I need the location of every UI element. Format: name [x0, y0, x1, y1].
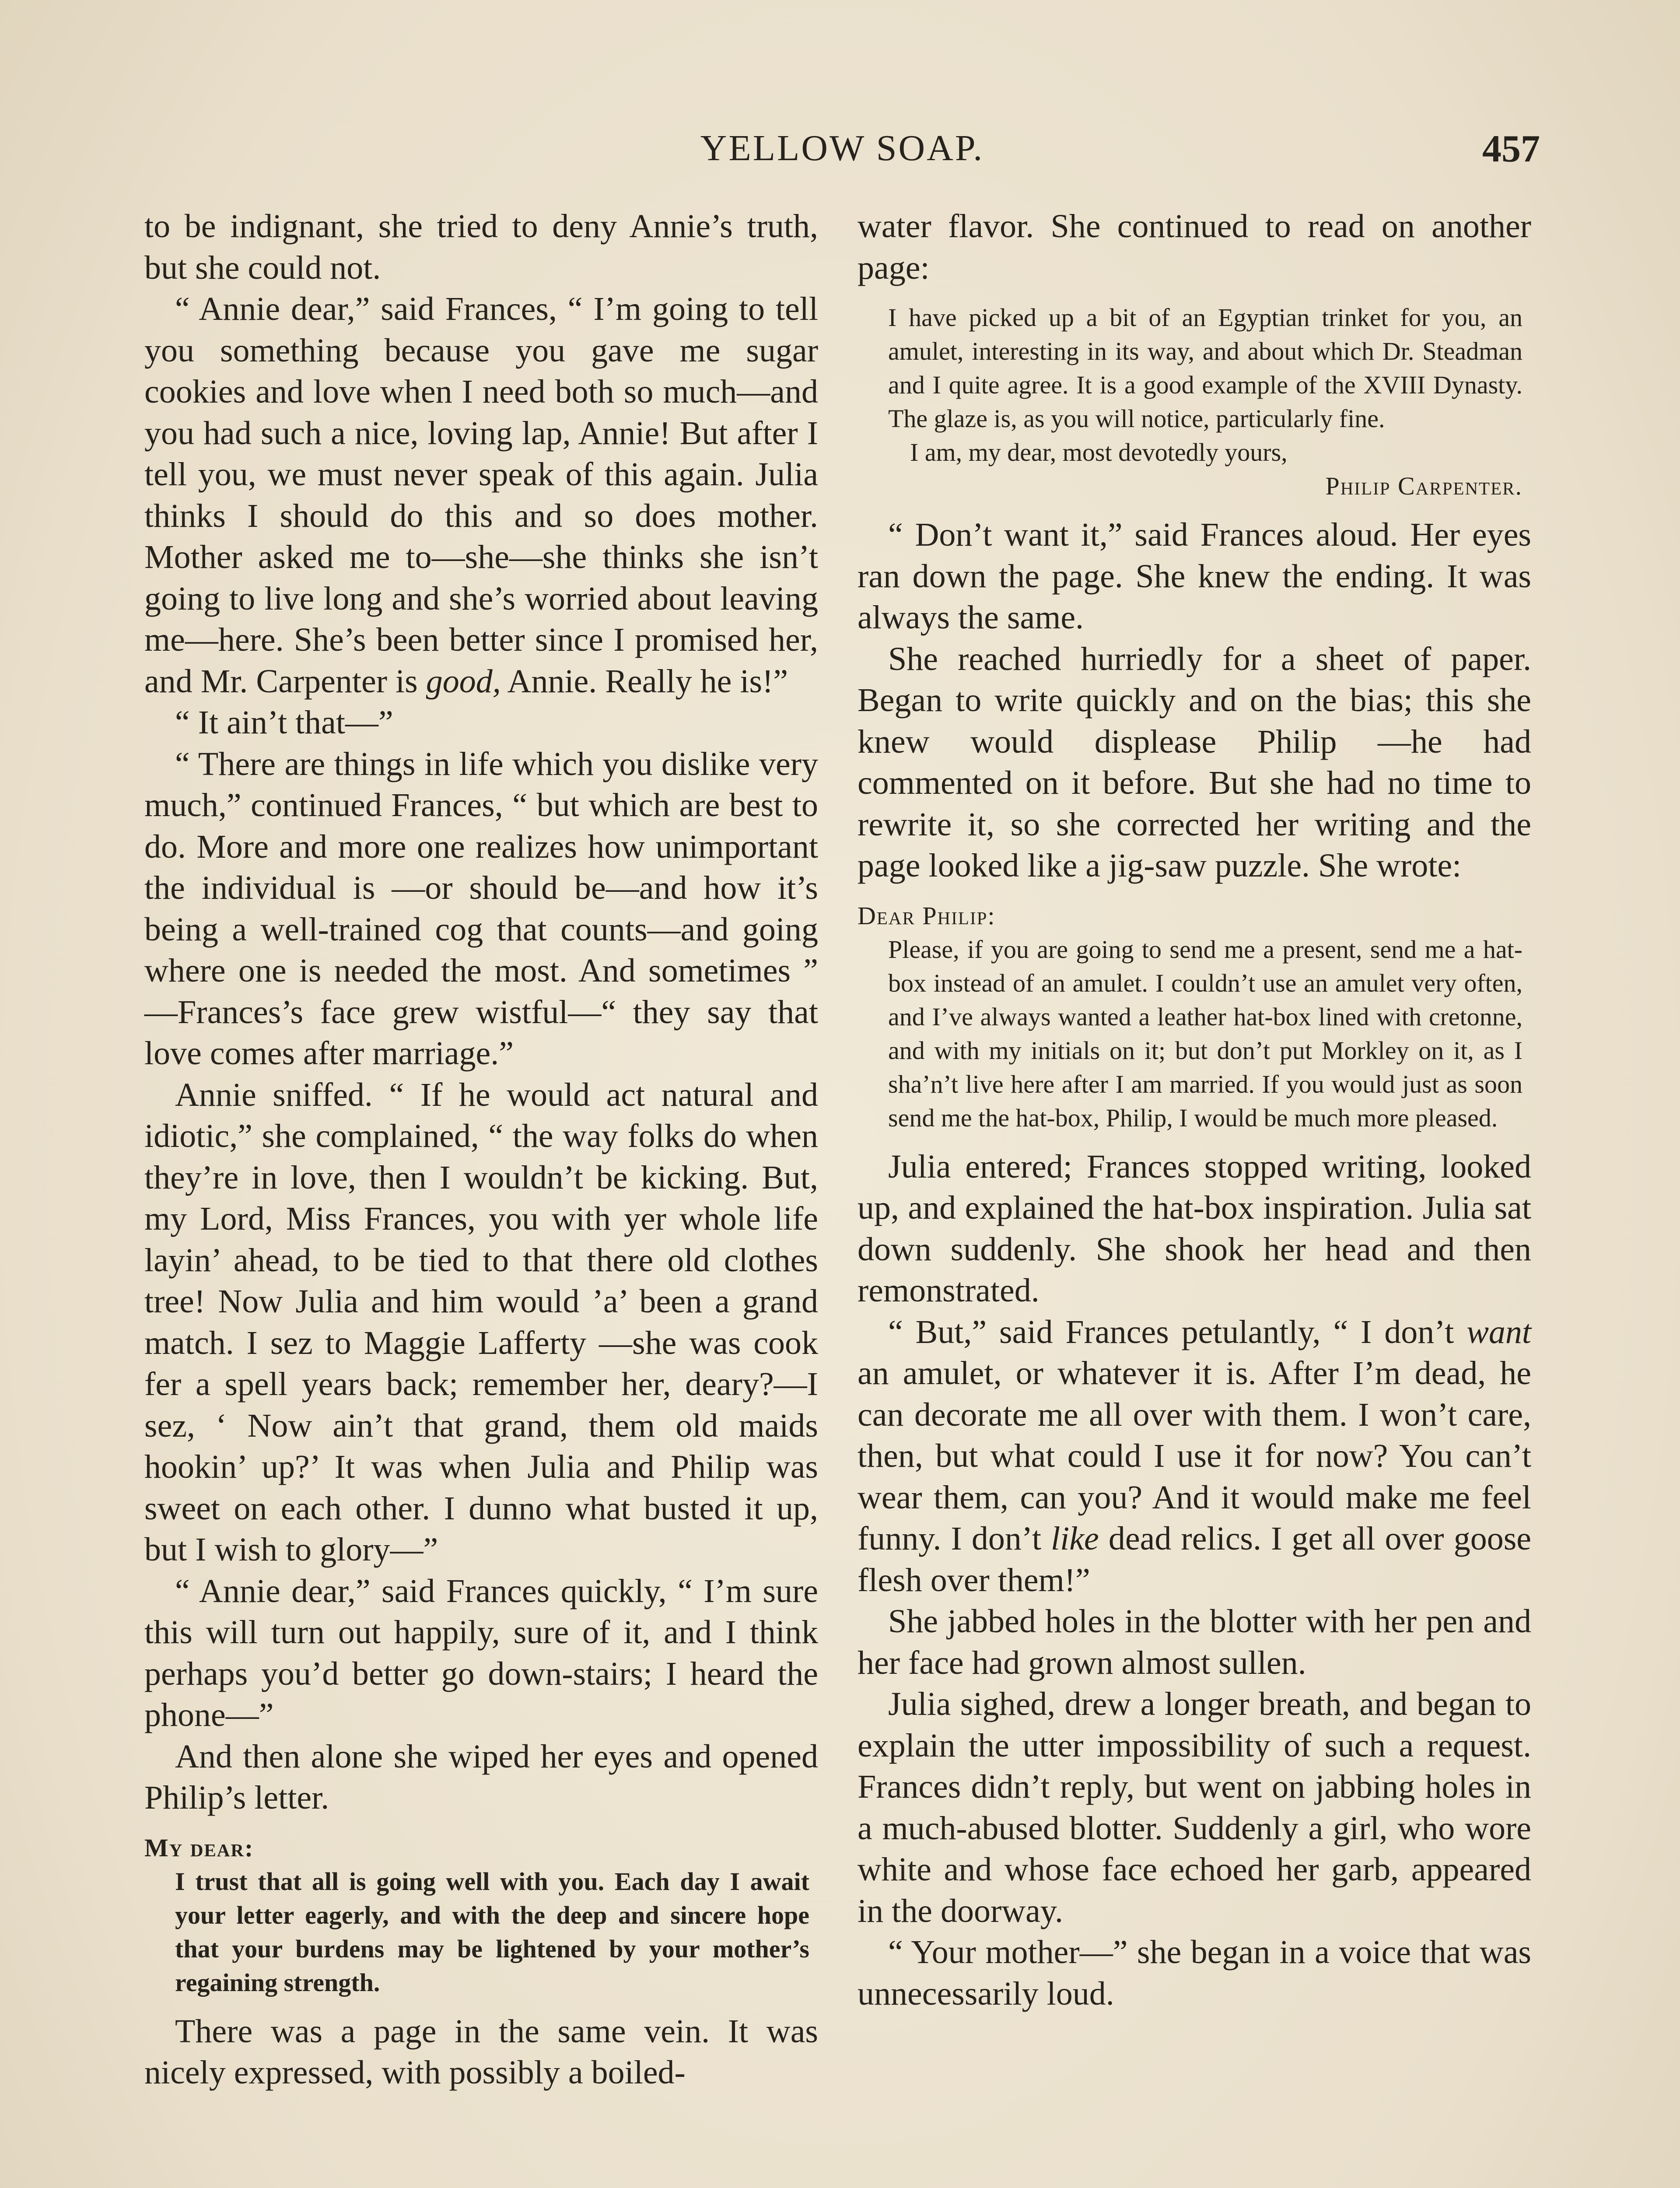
paragraph: Annie sniffed. “ If he would act natural and idiotic,” she complained, “ the way folks do when they’re in love, then I wouldn’t be kicking. But, my Lord, Miss Frances, you with yer whole life layin’ ahead, to be tied to that there old clothes tree! Now Julia and him would ’a’ been a grand match. I sez to Maggie Lafferty —she was cook fer a spell years back; remember her, deary?—I sez, ‘ Now ain’t that grand, them old maids hookin’ up?’ It was when Julia and Philip was sweet on each other. I dunno what busted it up, but I wish to glory—” [144, 1076, 818, 1568]
page-header [144, 127, 1540, 184]
frances-letter [858, 899, 1531, 1135]
letter-salutation: My dear: [144, 1833, 254, 1862]
letter-closing: I am, my dear, most devotedly yours, [910, 438, 1288, 466]
running-title: YELLOW SOAP. [700, 128, 984, 168]
paragraph: “ Annie dear,” said Frances quickly, “ I’m sure this will turn out happily, sure of it, and I think perhaps you’d better go down-stairs; I heard the phone—” [144, 1572, 818, 1733]
philip-letter-page-two [858, 301, 1531, 503]
text-run: an amulet, or whatever it is. After I’m dead, he can decorate me all over with them. I won’t care, then, but what could I use it for now? You can’t wear them, can you? And it would make me feel funny. I don’t [858, 1355, 1531, 1557]
paragraph [144, 288, 818, 702]
paragraph: Julia sighed, drew a longer breath, and began to explain the utter impossibility of such a request. Frances didn’t reply, but went on jabbing holes in a much-abused blotter. Suddenly a girl, who wore white and whose face echoed her garb, appeared in the doorway. [858, 1686, 1531, 1929]
text-run: “ Annie dear,” said Frances, “ I’m going to tell you something because you gave me sugar cookies and love when I need both so much—and you had such a nice, loving lap, Annie! But after I tell you, we must never speak of this again. Julia thinks I should do this and so does mother. Mother asked me to—she—she thinks she isn’t going to live long and she’s worried about leaving me—here. She’s been better since I promised her, and Mr. Carpenter is [144, 291, 818, 700]
right-column [858, 206, 1531, 2014]
paragraph: “ Don’t want it,” said Frances aloud. Her eyes ran down the page. She knew the ending. It was always the same. [858, 516, 1531, 636]
paragraph: There was a page in the same vein. It was nicely expressed, with possibly a boiled- [144, 2013, 818, 2091]
emphasis: like [1051, 1520, 1099, 1557]
page-number: 457 [1482, 128, 1540, 170]
paragraph: She jabbed holes in the blotter with her pen and her face had grown almost sullen. [858, 1603, 1531, 1681]
paragraph: to be indignant, she tried to deny Annie’s truth, but she could not. [144, 208, 818, 286]
letter-body: I have picked up a bit of an Egyptian trinket for you, an amulet, interesting in its way, and about which Dr. Steadman and I quite agree. It is a good example of the XVIII Dynasty. The glaze is, as you will notice, particularly fine. [888, 303, 1522, 433]
left-column [144, 206, 818, 2093]
emphasis: good, [426, 663, 501, 700]
emphasis: want [1466, 1313, 1531, 1350]
paragraph: “ It ain’t that—” [175, 704, 393, 741]
letter-body: Please, if you are going to send me a present, send me a hat-box instead of an amulet. I couldn’t use an amulet very often, and I’ve always wanted a leather hat-box lined with cretonne, and with my initials on it; but don’t put Morkley on it, as I sha’n’t live here after I am married. If you would just as soon send me the hat-box, Philip, I would be much more pleased. [888, 935, 1522, 1132]
text-run: Annie. Really he is!” [500, 663, 788, 700]
paragraph: water flavor. She continued to read on another page: [858, 208, 1531, 286]
letter-body: I trust that all is going well with you. Each day I await your letter eagerly, and with the deep and sincere hope that your burdens may be lightened by your mother’s regaining strength. [175, 1867, 809, 1997]
letter-salutation: Dear Philip: [858, 901, 996, 930]
text-run: dead relics. I get all over goose flesh over them!” [858, 1520, 1531, 1599]
paragraph [858, 1311, 1531, 1601]
philip-letter-excerpt [144, 1831, 818, 1999]
paragraph: Julia entered; Frances stopped writing, looked up, and explained the hat-box inspiration. Julia sat down suddenly. She shook her head and then remonstrated. [858, 1148, 1531, 1309]
paragraph: “ Your mother—” she began in a voice that was unnecessarily loud. [858, 1934, 1531, 2012]
text-run: “ But,” said Frances petulantly, “ I don’t [888, 1313, 1467, 1350]
letter-signature: Philip Carpenter. [1325, 472, 1522, 500]
paragraph: And then alone she wiped her eyes and opened Philip’s letter. [144, 1738, 818, 1816]
paragraph: She reached hurriedly for a sheet of paper. Began to write quickly and on the bias; this she knew would displease Philip —he had commented on it before. But she had no time to rewrite it, so she corrected her writing and the page looked like a jig-saw puzzle. She wrote: [858, 640, 1531, 884]
paragraph: “ There are things in life which you dislike very much,” continued Frances, “ but which are best to do. More and more one realizes how unimportant the individual is —or should be—and how it’s being a well-trained cog that counts—and going where one is needed the most. And sometimes ” —Frances’s face grew wistful—“ they say that love comes after marriage.” [144, 745, 818, 1072]
